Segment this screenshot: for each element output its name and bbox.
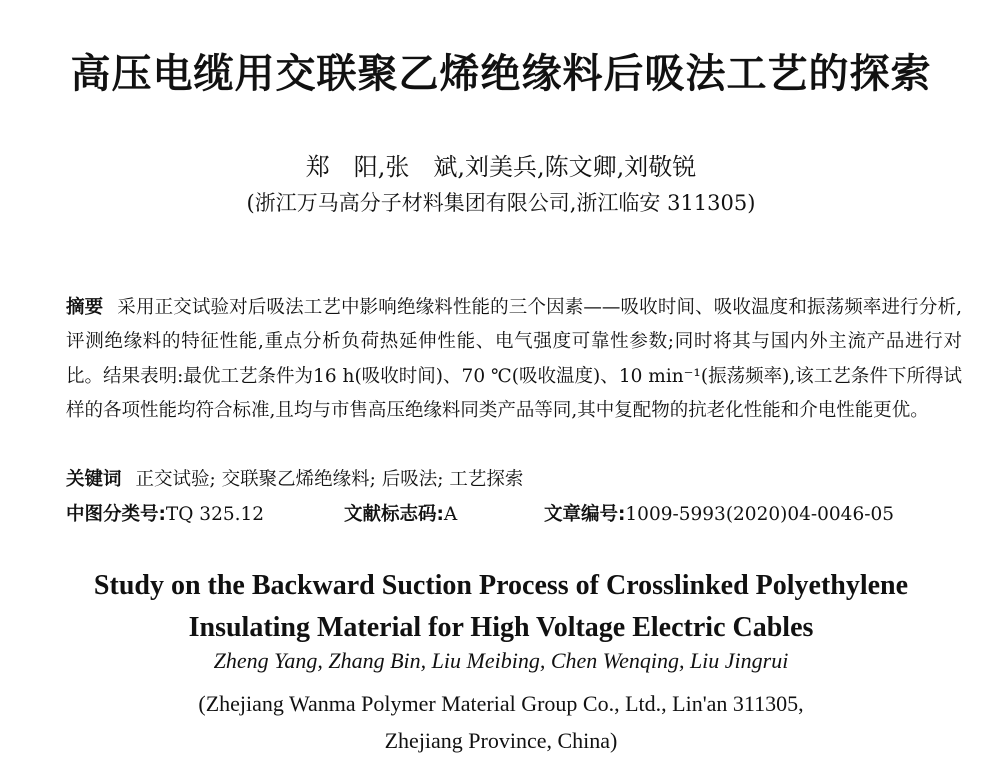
paper-title-en	[0, 565, 1002, 649]
abstract-block	[66, 291, 962, 429]
affiliation-en-line1: (Zhejiang Wanma Polymer Material Group Co., Ltd., Lin'an 311305,	[198, 691, 804, 716]
author-list-cn: 郑 阳,张 斌,刘美兵,陈文卿,刘敬锐	[305, 153, 697, 181]
article-number	[544, 500, 894, 526]
author-list-en: Zheng Yang, Zhang Bin, Liu Meibing, Chen Wenqing, Liu Jingrui	[213, 648, 789, 673]
paper-title-en-line1: Study on the Backward Suction Process of Crosslinked Polyethylene	[93, 570, 909, 601]
abstract-label: 摘要	[66, 297, 104, 318]
classification-label: 中图分类号:	[66, 504, 166, 525]
article-number-label: 文章编号:	[544, 504, 626, 525]
classification-value: TQ 325.12	[165, 504, 265, 525]
paper-title-en-line2: Insulating Material for High Voltage Electric Cables	[188, 612, 814, 643]
keywords-label: 关键词	[66, 469, 122, 490]
document-code-label: 文献标志码:	[344, 504, 444, 525]
keywords-text: 正交试验; 交联聚乙烯绝缘料; 后吸法; 工艺探索	[135, 469, 524, 490]
document-code	[344, 500, 457, 526]
classification-row	[66, 500, 962, 528]
affiliation-cn: (浙江万马高分子材料集团有限公司,浙江临安 311305)	[246, 191, 756, 215]
article-number-value: 1009-5993(2020)04-0046-05	[625, 504, 894, 525]
affiliation-en	[0, 685, 1002, 759]
classification-number	[66, 500, 264, 526]
affiliation-en-line2: Zhejiang Province, China)	[384, 728, 618, 753]
document-code-value: A	[443, 504, 458, 525]
paper-title-cn: 高压电缆用交联聚乙烯绝缘料后吸法工艺的探索	[70, 51, 932, 97]
keywords-block	[66, 465, 962, 491]
abstract-text: 采用正交试验对后吸法工艺中影响绝缘料性能的三个因素——吸收时间、吸收温度和振荡频率进行分析,评测绝缘料的特征性能,重点分析负荷热延伸性能、电气强度可靠性参数;同时将其与国内外主流产品进行对比。结果表明:最优工艺条件为16 h(吸收时间)、70 ℃(吸收温度)、10 min⁻¹(振荡频率),该工艺条件下所得试样的各项性能均符合标准,且均与市售高压绝缘料同类产品等同,其中复配物的抗老化性能和介电性能更优。	[66, 297, 962, 422]
